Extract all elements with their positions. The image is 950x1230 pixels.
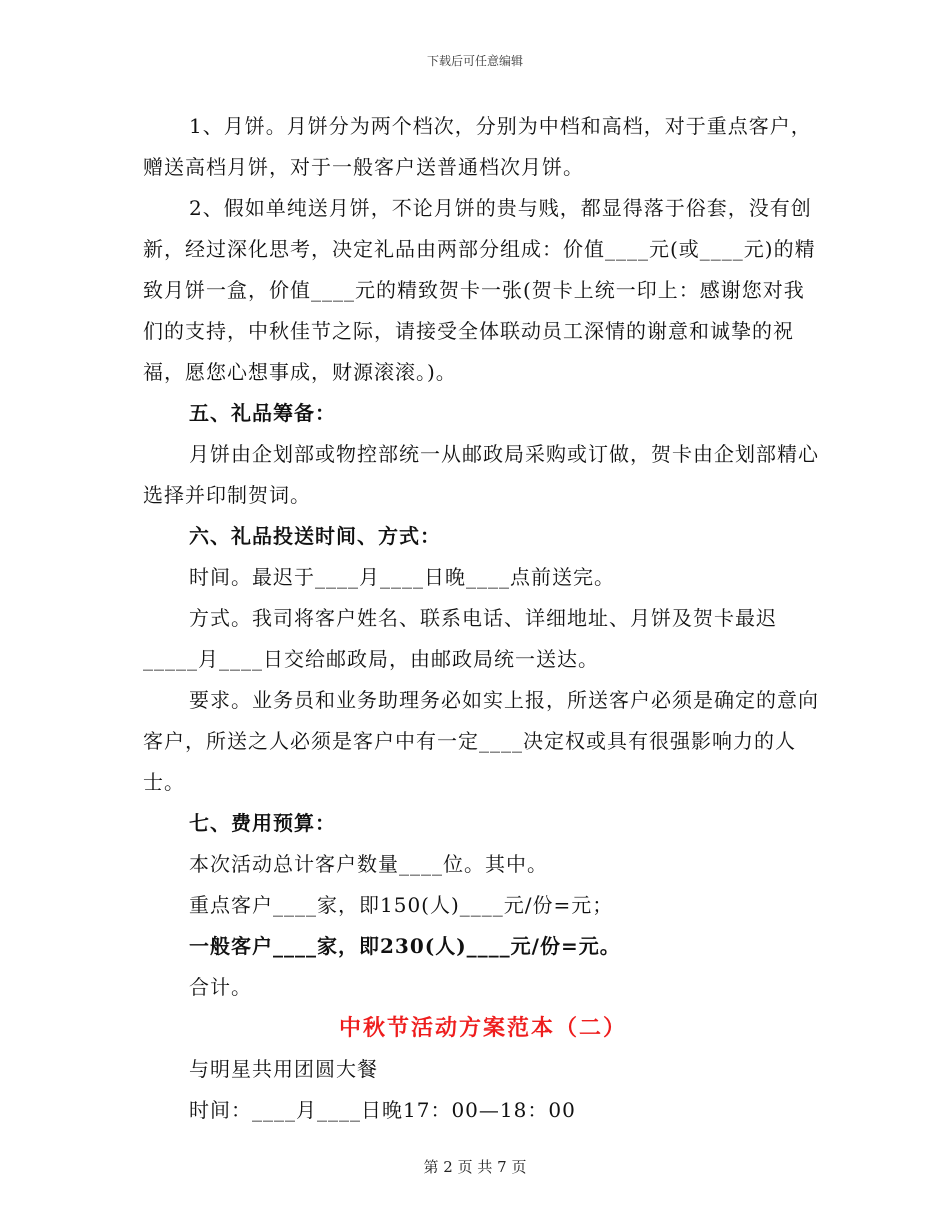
paragraph-client-count: 本次活动总计客户数量____位。其中。 xyxy=(189,852,548,876)
page-footer: 第 2 页 共 7 页 xyxy=(423,1158,527,1176)
page-header: 下载后可任意编辑 xyxy=(426,54,523,68)
paragraph-delivery-method: 方式。我司将客户姓名、联系电话、详细地址、月饼及贺卡最迟_____月____日交给邮政局，由邮政局统一送达。 xyxy=(143,606,777,671)
paragraph-mooncake-tiers: 1、月饼。月饼分为两个档次，分别为中档和高档，对于重点客户，赠送高档月饼，对于一般客户送普通档次月饼。 xyxy=(143,114,812,179)
paragraph-gift-composition: 2、假如单纯送月饼，不论月饼的贵与贱，都显得落于俗套，没有创新，经过深化思考，决定礼品由两部分组成：价值____元(或____元)的精致月饼一盒，价值____元的精致贺卡一张(贺卡上统一印上：感谢您对我们的支持，中秋佳节之际，请接受全体联动员工深情的谢意和诚挚的祝福，愿您心想事成，财源滚滚。)。 xyxy=(143,196,816,384)
heading-budget: 七、费用预算： xyxy=(189,811,336,835)
heading-delivery: 六、礼品投送时间、方式： xyxy=(189,524,441,548)
document-body xyxy=(143,106,823,1131)
paragraph-key-clients: 重点客户____家，即150(人)____元/份=元； xyxy=(189,893,614,917)
paragraph-event-name: 与明星共用团圆大餐 xyxy=(189,1057,378,1081)
section-title: 中秋节活动方案范本（二） xyxy=(338,1015,627,1041)
paragraph-total: 合计。 xyxy=(189,975,252,999)
paragraph-gift-preparation: 月饼由企划部或物控部统一从邮政局采购或订做，贺卡由企划部精心选择并印制贺词。 xyxy=(143,442,819,507)
heading-gift-preparation: 五、礼品筹备： xyxy=(189,401,336,425)
paragraph-requirements: 要求。业务员和业务助理务必如实上报，所送客户必须是确定的意向客户，所送之人必须是客户中有一定____决定权或具有很强影响力的人士。 xyxy=(143,688,819,794)
paragraph-delivery-time: 时间。最迟于____月____日晚____点前送完。 xyxy=(189,565,615,589)
paragraph-event-time: 时间：____月____日晚17：00—18：00 xyxy=(189,1098,576,1122)
paragraph-general-clients: 一般客户____家，即230(人)____元/份=元。 xyxy=(189,934,621,958)
